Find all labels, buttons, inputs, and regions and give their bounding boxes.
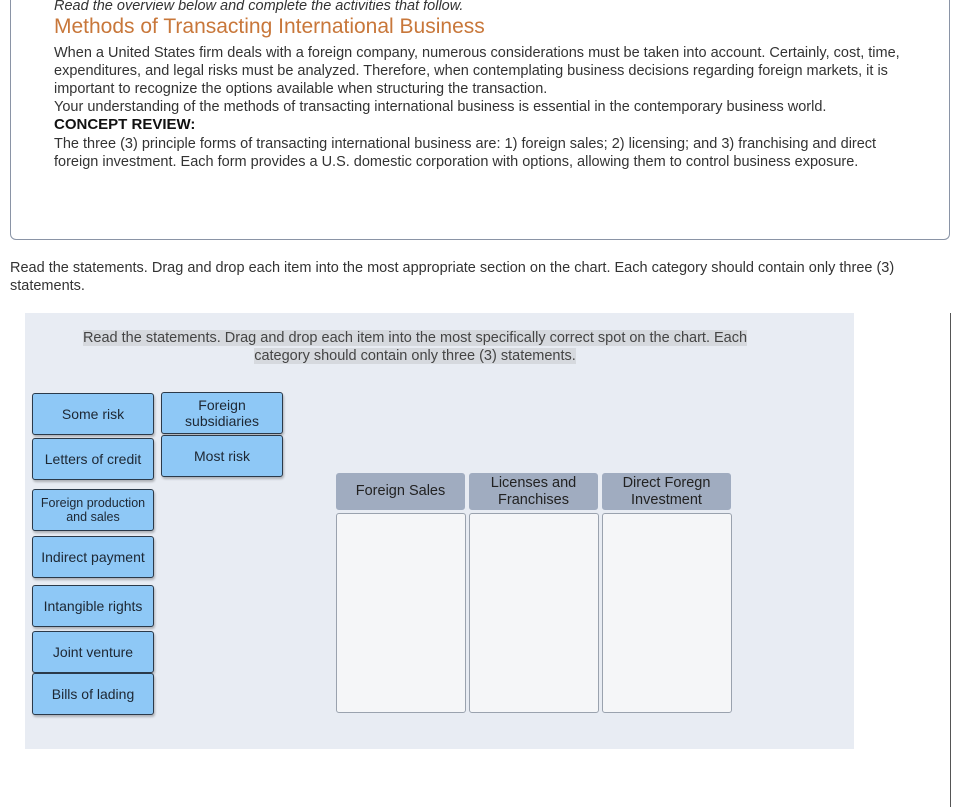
column-header-licenses-franchises: Licenses and Franchises (469, 473, 598, 510)
drag-drop-activity (25, 313, 854, 749)
overview-paragraph-2: Your understanding of the methods of transacting international business is essential in the contemporary business world. (54, 99, 827, 115)
token-joint-venture[interactable]: Joint venture (32, 631, 154, 673)
overview-intro: Read the overview below and complete the activities that follow. (54, 0, 464, 14)
token-foreign-subsidiaries[interactable]: Foreign subsidiaries (161, 392, 283, 434)
drop-zone-direct-foreign-investment[interactable] (602, 513, 732, 713)
token-most-risk[interactable]: Most risk (161, 435, 283, 477)
token-foreign-production[interactable]: Foreign production and sales (32, 489, 154, 531)
overview-panel (10, 0, 950, 240)
question-instruction: Read the statements. Drag and drop each item into the most appropriate section on the chart. Each category should contain only three (3) statements. (10, 260, 895, 295)
overview-paragraph-3: The three (3) principle forms of transacting international business are: 1) foreign sales; 2) licensing; and 3) franchising and direct foreign investment. Each form provides a U.S. domestic corporation with options, allowing them to control business exposure. (54, 136, 877, 171)
overview-title: Methods of Transacting International Business (54, 15, 485, 38)
column-header-direct-foreign-investment: Direct Foregn Investment (602, 473, 731, 510)
token-some-risk[interactable]: Some risk (32, 393, 154, 435)
token-bills-of-lading[interactable]: Bills of lading (32, 673, 154, 715)
activity-instruction-text: Read the statements. Drag and drop each item into the most specifically correct spot on the chart. Each category should contain only three (3) statements. (82, 330, 748, 364)
token-letters-of-credit[interactable]: Letters of credit (32, 438, 154, 480)
right-divider (950, 313, 951, 807)
token-indirect-payment[interactable]: Indirect payment (32, 536, 154, 578)
column-header-foreign-sales: Foreign Sales (336, 473, 465, 510)
activity-instruction (65, 330, 765, 365)
token-intangible-rights[interactable]: Intangible rights (32, 585, 154, 627)
concept-review-heading: CONCEPT REVIEW: (54, 116, 196, 133)
drop-zone-foreign-sales[interactable] (336, 513, 466, 713)
overview-paragraph-1: When a United States firm deals with a foreign company, numerous considerations must be taken into account. Certainly, cost, time, expenditures, and legal risks must be analyzed. Therefore, when contemplating business decisions regarding foreign markets, it is important to recognize the options available when structuring the transaction. (54, 45, 900, 98)
drop-zone-licenses-franchises[interactable] (469, 513, 599, 713)
